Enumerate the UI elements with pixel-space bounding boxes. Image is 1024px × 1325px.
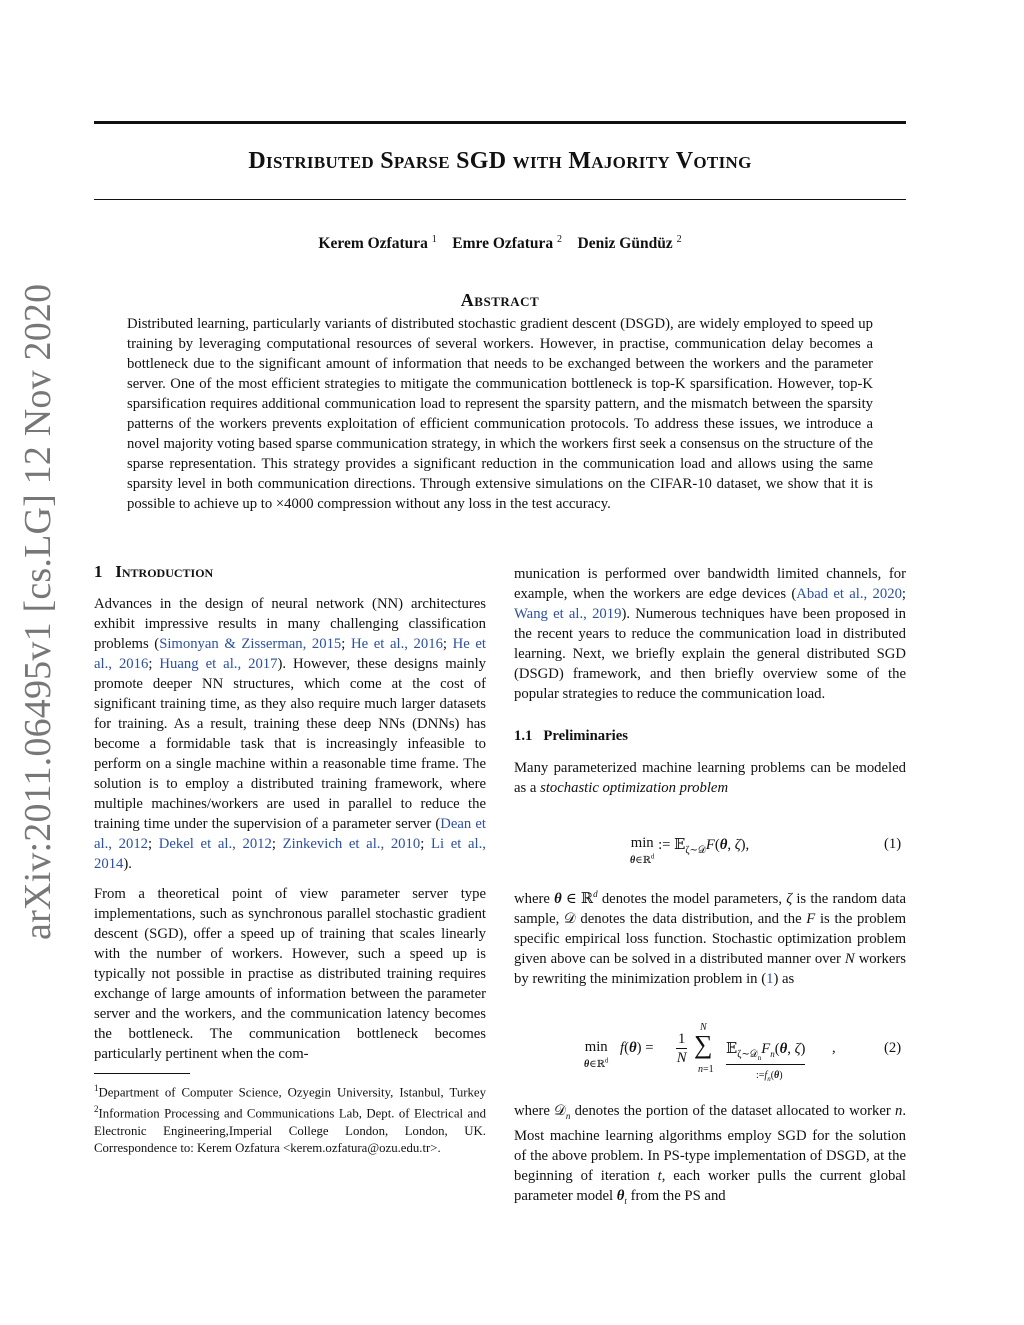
subsection-title: Preliminaries	[543, 728, 628, 744]
prelim-paragraph-2: where θ ∈ ℝ$^d$ denotes the model parameters, ζ is the random data sample, 𝒟 denotes the data distribution, and the F is the problem specific empirical loss function. Stochastic optimization problem given above can be solved in a distributed manner over N workers by rewriting the minimization problem in (1) as	[514, 889, 907, 987]
equation-ref-link[interactable]: 1	[766, 970, 774, 987]
author-name: Emre Ozfatura	[452, 235, 554, 253]
citation-link[interactable]: Huang et al., 2017	[159, 656, 278, 672]
citation-link[interactable]: Dekel et al., 2012	[158, 836, 272, 852]
abstract-text: Distributed learning, particularly variants of distributed stochastic gradient descent (DSGD), are widely employed to speed up training by leveraging computational resources of several workers. However, in practise, communication delay becomes a bottleneck due to the significant amount of information that needs to be exchanged between the workers and the parameter server. One of the most efficient strategies to mitigate the communication bottleneck is top-K sparsification. However, top-K sparsification requires additional communication load to represent the sparsity pattern, and the mismatch between the sparsity patterns of the workers prevents exploitation of efficient communication protocols. To address these issues, we introduce a novel majority voting based sparse communication strategy, in which the workers first seek a consensus on the structure of the sparse representation. This strategy provides a significant reduction in the communication load and allows using the same sparsity level in both communication directions. Through extensive simulations on the CIFAR-10 dataset, we show that it is possible to achieve up to ×4000 compression without any loss in the test accuracy.	[127, 316, 873, 512]
author-list	[94, 234, 906, 253]
section-heading-introduction	[94, 562, 486, 582]
author-affiliation-mark: 1	[431, 234, 437, 245]
equation-1: min θ∈ℝ$^d$ := 𝔼$_{\zeta\sim 𝒟}$F(θ, ζ),	[630, 835, 750, 867]
left-column	[94, 562, 486, 1074]
author-affiliation-mark: 2	[676, 234, 682, 245]
citation-link[interactable]: Simonyan & Zisserman, 2015	[159, 636, 342, 652]
section-number: 1	[94, 562, 103, 581]
author-name: Kerem Ozfatura	[318, 235, 428, 253]
paper-title: Distributed Sparse SGD with Majority Voting	[248, 148, 752, 174]
prelim-paragraph-3: where 𝒟$_n$ denotes the portion of the dataset allocated to worker n. Most machine learning algorithms employ SGD for the solution of the above problem. In PS-type implementation of DSGD, at the beginning of iteration t, each worker pulls the current global parameter model $\theta_t$ from the PS and	[514, 1103, 906, 1206]
equation-1-number: (1)	[884, 836, 902, 852]
author-affiliation-mark: 2	[557, 234, 563, 245]
equation-2-number: (2)	[884, 1040, 902, 1056]
prelim-paragraph-1: Many parameterized machine learning problems can be modeled as a stochastic optimization problem	[514, 760, 906, 796]
citation-link[interactable]: Abad et al., 2020	[796, 586, 902, 602]
equation-2: min θ∈ℝ$^d$ f(θ) = $\frac{1}{N}$ N ∑ n=1 $𝔼_{\zeta\sim 𝒟_n}F_n(\theta$, ζ) , $:=f_n(\theta)$	[584, 1022, 836, 1083]
intro-paragraph-2: From a theoretical point of view parameter server type implementations, such as synchronous parallel stochastic gradient descent (SGD), offer a speed up of training that scales linearly with the number of workers. However, such a speed up is typically not possible in practise as distributed training requires exchange of large amounts of information between the parameter server and the workers, and the communication latency becomes the bottleneck. The communication bottleneck becomes particularly pertinent when the com-	[94, 886, 486, 1062]
citation-link[interactable]: Li et al., 2014	[94, 836, 486, 872]
author-name: Deniz Gündüz	[577, 235, 673, 253]
right-column	[514, 564, 906, 808]
citation-link[interactable]: Wang et al., 2019	[514, 606, 622, 622]
footnote: $^1$Department of Computer Science, Ozyegin University, Istanbul, Turkey $^2$Information Processing and Communications Lab, Dept. of Electrical and Electronic Engineering,Imperial College London, London, UK. Correspondence to: Kerem Ozfatura <kerem.ozfatura@ozu.edu.tr>.	[94, 1083, 486, 1155]
section-title: Introduction	[115, 562, 214, 581]
subsection-heading-preliminaries	[514, 726, 906, 746]
citation-link[interactable]: Dean et al., 2012	[94, 816, 486, 852]
title-rule-bottom	[94, 199, 906, 200]
citation-link[interactable]: He et al., 2016	[94, 636, 486, 672]
arxiv-identifier: arXiv:2011.06495v1 [cs.LG] 12 Nov 2020	[17, 283, 59, 940]
title-rule-top	[94, 121, 906, 124]
abstract-heading: Abstract	[460, 290, 540, 310]
subsection-number: 1.1	[514, 728, 533, 744]
citation-link[interactable]: Zinkevich et al., 2010	[282, 836, 421, 852]
intro-paragraph-1: Advances in the design of neural network (NN) architectures exhibit impressive results in many challenging classification problems (Simonyan & Zisserman, 2015; He et al., 2016; He et al., 2016; Huang et al., 2017). However, these designs mainly promote deeper NN structures, which come at the cost of significant training time, as they also require much larger datasets for training. As a result, training these deep NNs (DNNs) has become a formidable task that is increasingly infeasible to perform on a single machine within a reasonable time frame. The solution is to employ a distributed training framework, where multiple machines/workers are used in parallel to reduce the training time under the supervision of a parameter server (Dean et al., 2012; Dekel et al., 2012; Zinkevich et al., 2010; Li et al., 2014).	[94, 596, 487, 872]
citation-link[interactable]: He et al., 2016	[351, 636, 443, 652]
footnote-rule	[94, 1073, 190, 1074]
intro-paragraph-3: munication is performed over bandwidth limited channels, for example, when the workers are edge devices (Abad et al., 2020; Wang et al., 2019). Numerous techniques have been proposed in the recent years to reduce the communication load in distributed learning. Next, we briefly explain the general distributed SGD (DSGD) framework, and then briefly overview some of the popular strategies to reduce the communication load.	[514, 566, 907, 702]
